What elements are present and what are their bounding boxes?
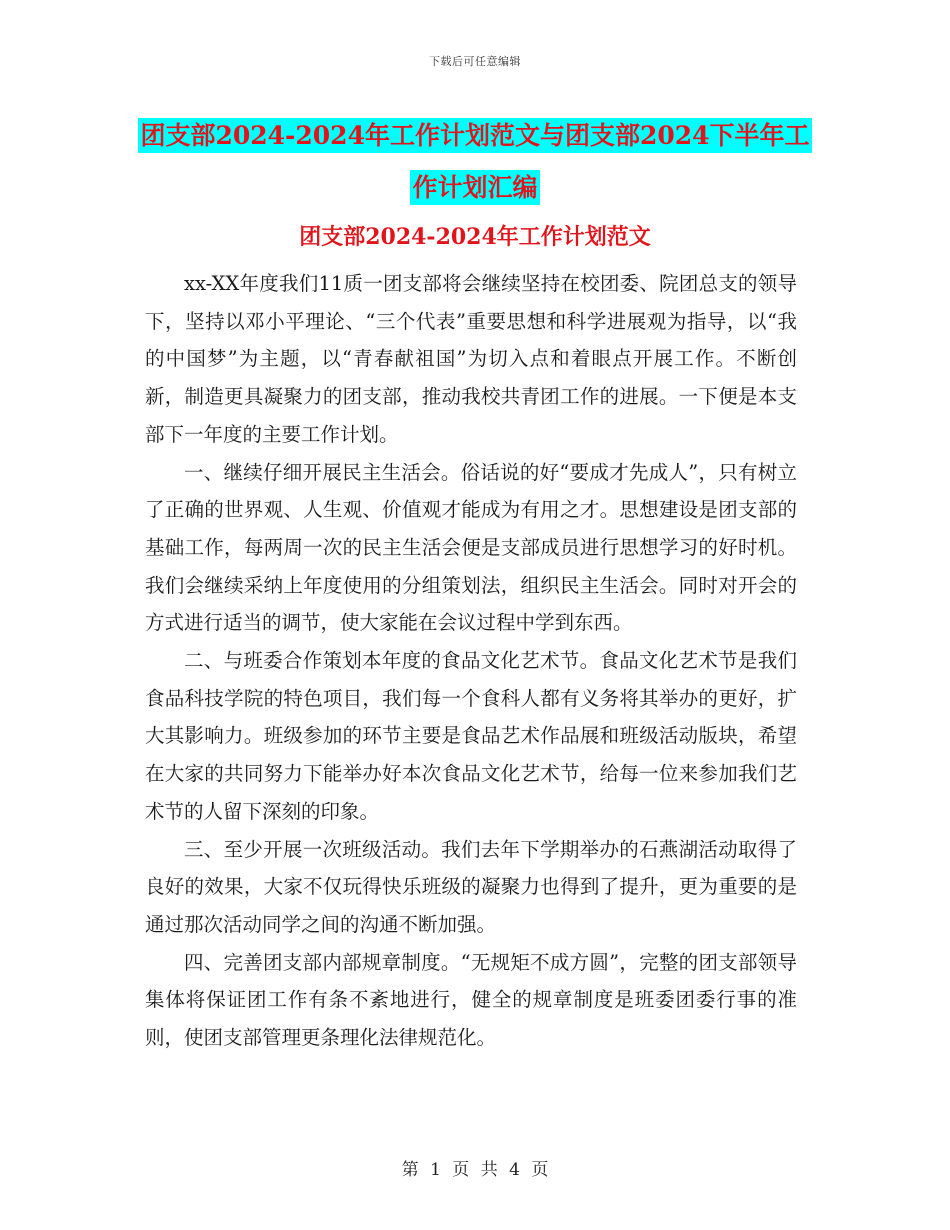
section-title: 团支部2024-2024年工作计划范文: [299, 224, 651, 250]
document-body: [145, 265, 797, 1057]
paragraph-item-4: 四、完善团支部内部规章制度。“无规矩不成方圆”，完整的团支部领导集体将保证团工作有条不紊地进行，健全的规章制度是班委团委行事的准则，使团支部管理更条理化法律规范化。: [145, 950, 797, 1050]
paragraph-intro: xx-XX年度我们11质一团支部将会继续坚持在校团委、院团总支的领导下，坚持以邓小平理论、“三个代表”重要思想和科学进展观为指导，以“我的中国梦”为主题，以“青春献祖国”为切入点和着眼点开展工作。不断创新，制造更具凝聚力的团支部，推动我校共青团工作的进展。一下便是本支部下一年度的主要工作计划。: [145, 272, 797, 446]
main-title-text: 团支部2024-2024年工作计划范文与团支部2024下半年工作计划汇编: [138, 118, 811, 205]
main-title: [130, 110, 820, 214]
paragraph-item-2: 二、与班委合作策划本年度的食品文化艺术节。食品文化艺术节是我们食品科技学院的特色项目，我们每一个食科人都有义务将其举办的更好，扩大其影响力。班级参加的环节主要是食品艺术作品展和班级活动版块，希望在大家的共同努力下能举办好本次食品文化艺术节，给每一位来参加我们艺术节的人留下深刻的印象。: [145, 649, 797, 823]
paragraph-item-3: 三、至少开展一次班级活动。我们去年下学期举办的石燕湖活动取得了良好的效果，大家不仅玩得快乐班级的凝聚力也得到了提升，更为重要的是通过那次活动同学之间的沟通不断加强。: [145, 837, 797, 936]
page-number-footer: 第 1 页 共 4 页: [401, 1160, 549, 1180]
header-note: 下载后可任意编辑: [429, 55, 521, 68]
paragraph-item-1: 一、继续仔细开展民主生活会。俗话说的好“要成才先成人”，只有树立了正确的世界观、人生观、价值观才能成为有用之才。思想建设是团支部的基础工作，每两周一次的民主生活会便是支部成员进行思想学习的好时机。我们会继续采纳上年度使用的分组策划法，组织民主生活会。同时对开会的方式进行适当的调节，使大家能在会议过程中学到东西。: [145, 460, 797, 635]
